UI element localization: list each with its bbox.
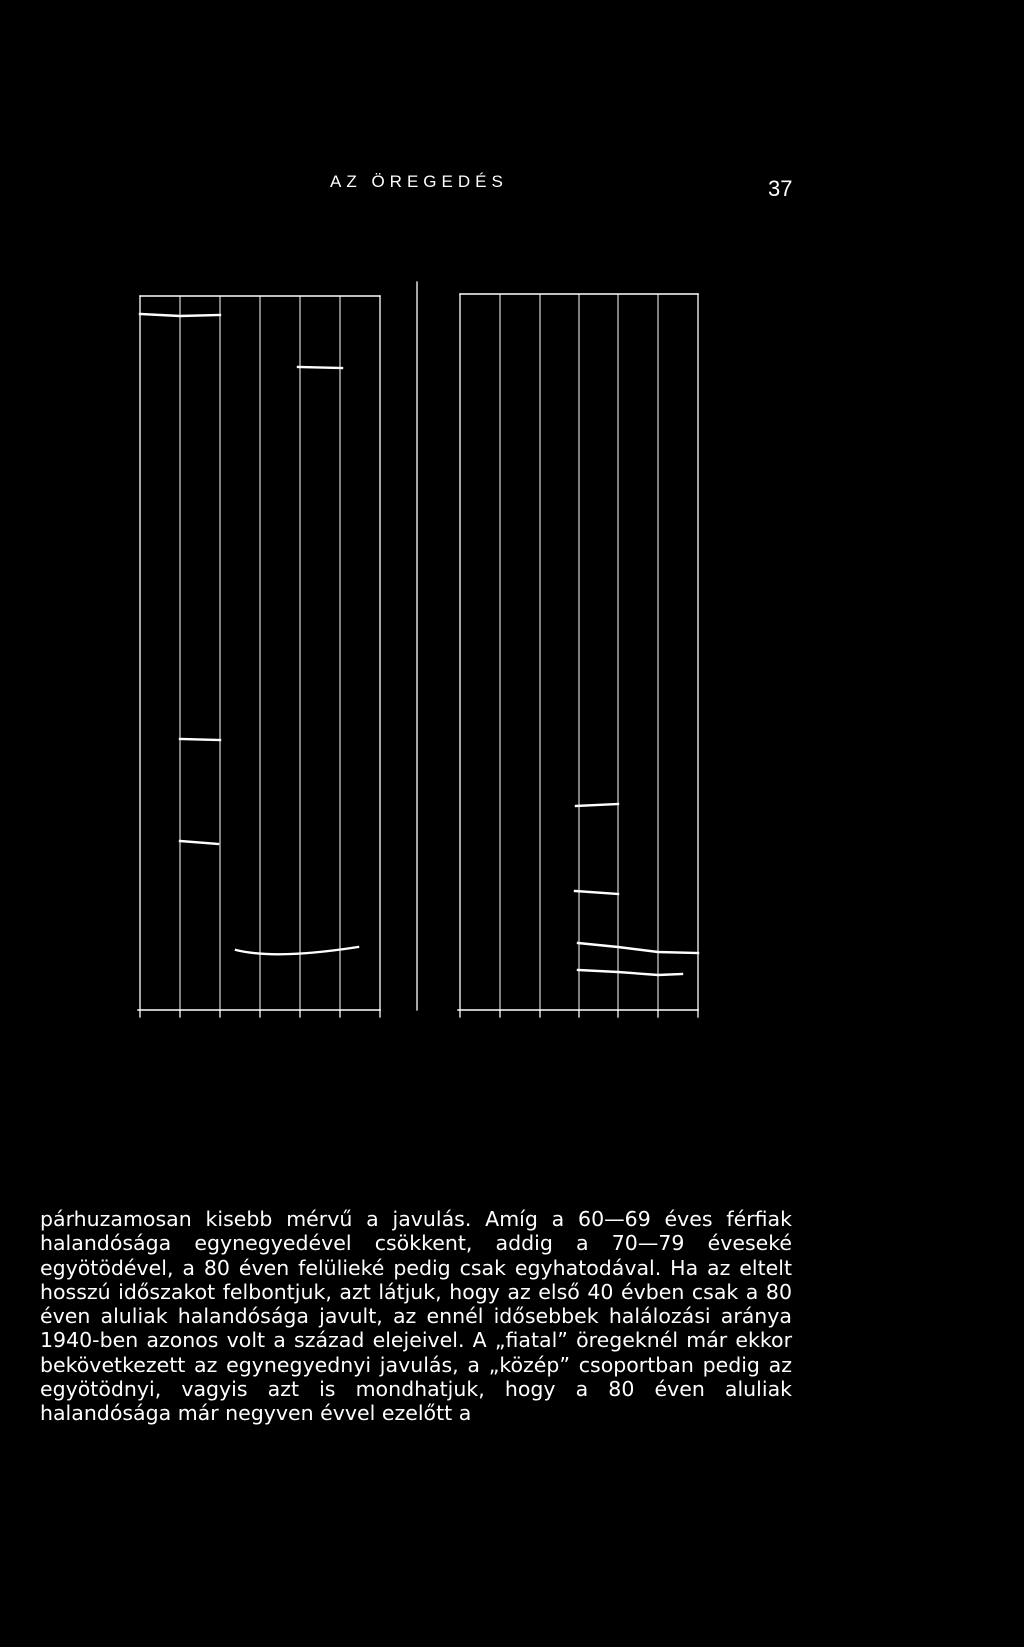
left-panel (138, 296, 380, 1017)
paragraph-text: párhuzamosan kisebb mérvű a javulás. Amíg a 60—69 éves férfiak halandósága egynegyedével csökkent, addig a 70—79 éveseké egyötödével, a 80 éven felülieké pedig csak egyhatodával. Ha az eltelt hosszú időszakot felbontjuk, azt látjuk, hogy az első 40 évben csak a 80 éven aluliak halandósága javult, az ennél idősebbek halálozási aránya 1940-ben azonos volt a század elejeivel. A „fiatal” öregeknél már ekkor bekövetkezett az egynegyednyi javulás, a „közép” csoportban pedig az egyötödnyi, vagyis azt is mondhatjuk, hogy a 80 éven aluliak halandósága már negyven évvel ezelőtt a (40, 1207, 792, 1426)
right-panel-marker (576, 804, 618, 806)
running-head: AZ ÖREGEDÉS (330, 172, 508, 191)
right-panel-marker (575, 891, 618, 894)
right-panel-marker (578, 943, 698, 953)
left-panel-marker (180, 739, 220, 740)
left-panel-marker (180, 841, 218, 844)
right-panel-marker (578, 970, 682, 975)
body-paragraph (40, 1207, 792, 1426)
mortality-figure-svg (120, 280, 720, 1020)
left-panel-marker (298, 367, 342, 368)
right-panel (458, 294, 698, 1017)
page-number: 37 (768, 176, 793, 201)
mortality-figure (120, 280, 720, 1020)
